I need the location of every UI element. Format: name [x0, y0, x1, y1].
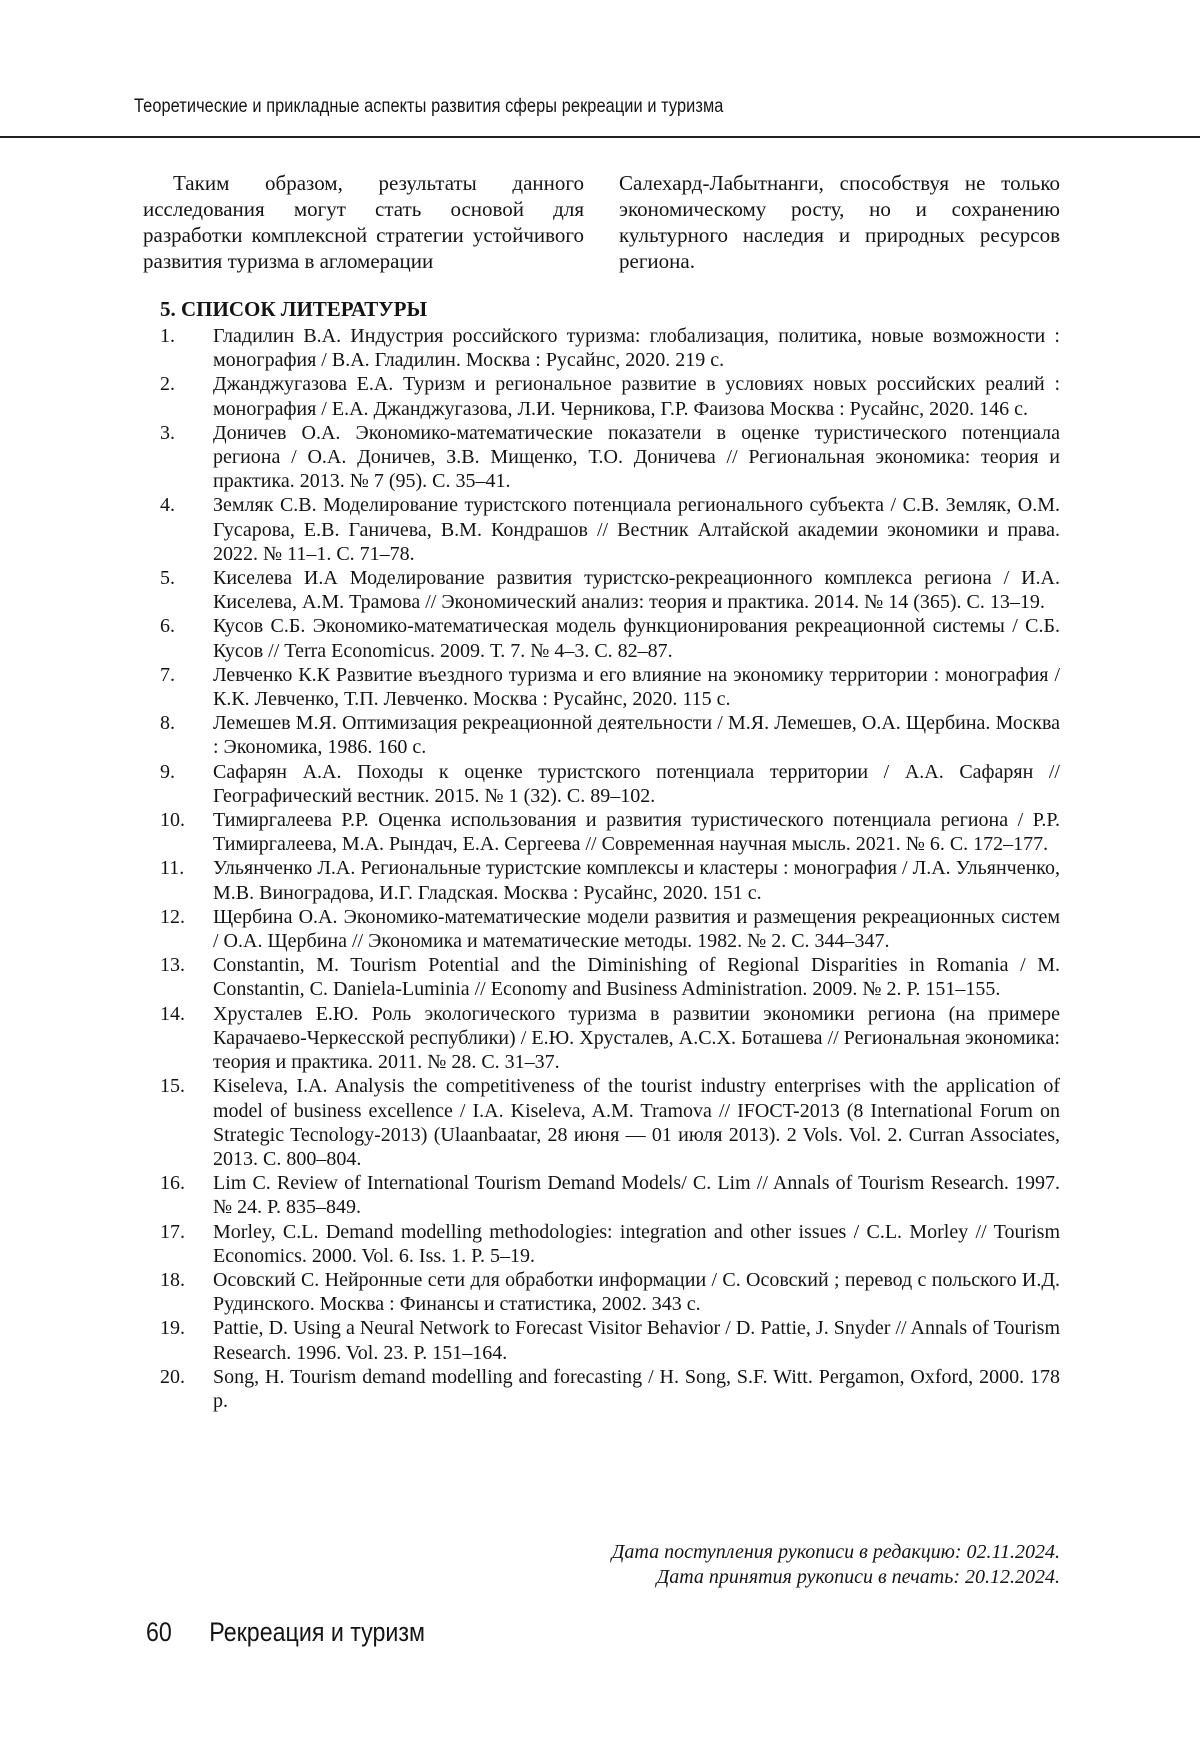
reference-item	[160, 566, 1060, 614]
reference-number: 10.	[160, 809, 185, 832]
reference-text: Осовский С. Нейронные сети для обработки информации / С. Осовский ; перевод с польского И.Д. Рудинского. Москва : Финансы и статистика, 2002. 343 с.	[213, 1268, 1060, 1316]
reference-item	[160, 1002, 1060, 1075]
reference-text: Constantin, M. Tourism Potential and the Diminishing of Regional Disparities in Romania / M. Constantin, C. Daniela-Luminia // Economy and Business Administration. 2009. № 2. P. 151–155.	[213, 954, 1060, 1001]
reference-item	[160, 372, 1060, 420]
reference-item	[160, 493, 1060, 566]
reference-item	[160, 905, 1060, 953]
reference-item	[160, 953, 1060, 1001]
reference-number: 11.	[160, 857, 185, 880]
reference-number: 14.	[160, 1002, 185, 1025]
reference-item	[160, 808, 1060, 856]
reference-number: 5.	[160, 567, 175, 590]
reference-number: 13.	[160, 954, 185, 977]
reference-number: 20.	[160, 1365, 185, 1388]
reference-number: 16.	[160, 1172, 185, 1195]
reference-text: Morley, C.L. Demand modelling methodologies: integration and other issues / C.L. Morley // Tourism Economics. 2000. Vol. 6. Iss. 1. P. 5–19.	[213, 1220, 1060, 1267]
reference-text: Хрусталев Е.Ю. Роль экологического туризма в развитии экономики региона (на примере Карачаево-Черкесской республики) / Е.Ю. Хрусталев, А.С.Х. Боташева // Региональная экономика: теория и практика. 2011. № 28. С. 31–37.	[213, 1002, 1060, 1074]
reference-text: Гладилин В.А. Индустрия российского туризма: глобализация, политика, новые возможности : монография / В.А. Гладилин. Москва : Русайнс, 2020. 219 с.	[213, 325, 1060, 372]
reference-text: Земляк С.В. Моделирование туристского потенциала регионального субъекта / С.В. Земляк, О.М. Гусарова, Е.В. Ганичева, В.М. Кондрашов // Вестник Алтайской академии экономики и права. 2022. № 11–1. С. 71–78.	[213, 494, 1060, 565]
reference-text: Щербина О.А. Экономико-математические модели развития и размещения рекреационных систем / О.А. Щербина // Экономика и математические методы. 1982. № 2. С. 344–347.	[213, 905, 1060, 953]
reference-text: Pattie, D. Using a Neural Network to Forecast Visitor Behavior / D. Pattie, J. Snyder // Annals of Tourism Research. 1996. Vol. 23. P. 151–164.	[213, 1317, 1060, 1364]
reference-text: Лемешев М.Я. Оптимизация рекреационной деятельности / М.Я. Лемешев, О.А. Щербина. Москва : Экономика, 1986. 160 с.	[213, 712, 1060, 759]
reference-number: 15.	[160, 1075, 185, 1098]
reference-item	[160, 324, 1060, 372]
section-title: 5. СПИСОК ЛИТЕРАТУРЫ	[160, 297, 428, 321]
received-date: Дата поступления рукописи в редакцию: 02.11.2024.	[611, 1541, 1060, 1563]
reference-item	[160, 1220, 1060, 1268]
accepted-date: Дата принятия рукописи в печать: 20.12.2024.	[656, 1566, 1060, 1588]
reference-number: 18.	[160, 1268, 185, 1291]
reference-number: 1.	[160, 325, 175, 347]
reference-list	[160, 324, 1060, 1413]
reference-number: 9.	[160, 760, 175, 783]
page-number: 60	[146, 1617, 172, 1647]
reference-text: Доничев О.А. Экономико-математические показатели в оценке туристического потенциала региона / О.А. Доничев, З.В. Мищенко, Т.О. Доничева // Региональная экономика: теория и практика. 2013. № 7 (95). С. 35–41.	[213, 421, 1060, 493]
reference-text: Ульянченко Л.А. Региональные туристские комплексы и кластеры : монография / Л.А. Ульянченко, М.В. Виноградова, И.Г. Гладская. Москва : Русайнс, 2020. 151 с.	[213, 857, 1060, 904]
reference-item	[160, 760, 1060, 808]
reference-text: Сафарян А.А. Походы к оценке туристского потенциала территории / А.А. Сафарян // Географический вестник. 2015. № 1 (32). С. 89–102.	[213, 760, 1060, 807]
reference-text: Lim C. Review of International Tourism Demand Models/ C. Lim // Annals of Tourism Research. 1997. № 24. P. 835–849.	[213, 1172, 1060, 1219]
reference-item	[160, 1365, 1060, 1413]
reference-number: 4.	[160, 494, 175, 517]
reference-text: Kiseleva, I.A. Analysis the competitiveness of the tourist industry enterprises with the application of model of business excellence / I.A. Kiseleva, A.M. Tramova // IFOCT-2013 (8 International Forum on Strategic Tecnology-2013) (Ulaanbaatar, 28 июня — 01 июля 2013). 2 Vols. Vol. 2. Curran Associates, 2013. С. 800–804.	[213, 1075, 1060, 1170]
intro-right-paragraph: Салехард-Лабытнанги, способствуя не только экономическому росту, но и сохранению культурного наследия и природных ресурсов региона.	[619, 171, 1060, 273]
reference-number: 7.	[160, 663, 175, 686]
reference-item	[160, 1268, 1060, 1316]
reference-number: 12.	[160, 905, 185, 928]
running-header: Теоретические и прикладные аспекты развития сферы рекреации и туризма	[134, 96, 724, 117]
reference-item	[160, 1171, 1060, 1219]
reference-item	[160, 663, 1060, 711]
reference-item	[160, 1316, 1060, 1364]
reference-number: 6.	[160, 615, 175, 638]
reference-number: 2.	[160, 373, 175, 396]
reference-text: Тимиргалеева Р.Р. Оценка использования и развития туристического потенциала региона / Р.Р. Тимиргалеева, М.А. Рындач, Е.А. Сергеева // Современная научная мысль. 2021. № 6. С. 172–177.	[213, 809, 1060, 856]
reference-number: 8.	[160, 712, 175, 735]
reference-text: Киселева И.А Моделирование развития туристско-рекреационного комплекса региона / И.А. Киселева, А.М. Трамова // Экономический анализ: теория и практика. 2014. № 14 (365). С. 13–19.	[213, 567, 1060, 614]
intro-left-column	[143, 170, 584, 274]
reference-number: 3.	[160, 421, 175, 444]
reference-item	[160, 421, 1060, 494]
manuscript-dates	[612, 1540, 1060, 1590]
reference-text: Song, H. Tourism demand modelling and forecasting / H. Song, S.F. Witt. Pergamon, Oxford, 2000. 178 p.	[213, 1365, 1060, 1412]
intro-text	[143, 170, 1060, 274]
reference-item	[160, 614, 1060, 662]
reference-text: Кусов С.Б. Экономико-математическая модель функционирования рекреационной системы / С.Б. Кусов // Terra Economicus. 2009. Т. 7. № 4–3. С. 82–87.	[213, 615, 1060, 662]
page-footer	[146, 1617, 425, 1648]
reference-number: 17.	[160, 1220, 185, 1243]
reference-text: Левченко К.К Развитие въездного туризма и его влияние на экономику территории : монография / К.К. Левченко, Т.П. Левченко. Москва : Русайнс, 2020. 115 с.	[213, 663, 1060, 711]
intro-right-column	[619, 170, 1060, 274]
reference-number: 19.	[160, 1317, 185, 1340]
reference-text: Джанджугазова Е.А. Туризм и региональное развитие в условиях новых российских реалий : монография / Е.А. Джанджугазова, Л.И. Черникова, Г.Р. Фаизова Москва : Русайнс, 2020. 146 с.	[213, 373, 1060, 420]
reference-item	[160, 1074, 1060, 1171]
reference-item	[160, 856, 1060, 904]
reference-item	[160, 711, 1060, 759]
journal-name: Рекреация и туризм	[209, 1617, 426, 1647]
header-rule	[0, 136, 1200, 138]
intro-left-paragraph: Таким образом, результаты данного исследования могут стать основой для разработки комплексной стратегии устойчивого развития туризма в агломерации	[143, 171, 584, 273]
